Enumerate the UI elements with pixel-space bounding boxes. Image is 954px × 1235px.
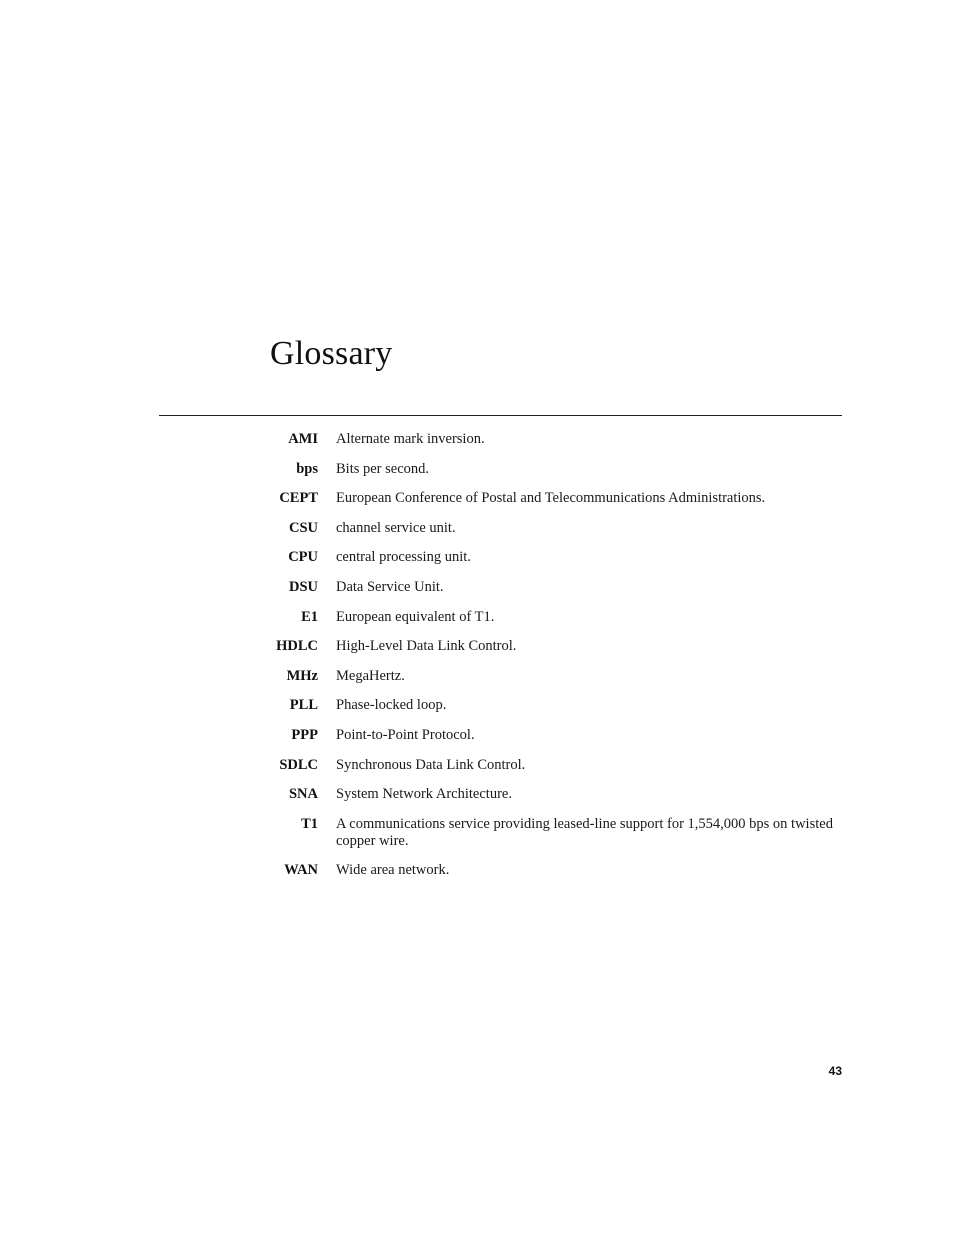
glossary-definition: Phase-locked loop. — [336, 697, 447, 714]
glossary-definition: Wide area network. — [336, 862, 450, 879]
glossary-entry — [159, 461, 842, 491]
glossary-entry — [159, 668, 842, 698]
glossary-term: CSU — [288, 519, 318, 536]
glossary-term: PLL — [289, 697, 318, 714]
glossary-entry — [159, 520, 842, 550]
glossary-entry — [159, 862, 842, 892]
glossary-entry — [159, 757, 842, 787]
glossary-term: PPP — [291, 726, 318, 743]
glossary-entry — [159, 609, 842, 639]
glossary-term: SNA — [288, 786, 318, 803]
glossary-entry — [159, 697, 842, 727]
glossary-term: E1 — [301, 608, 318, 625]
glossary-term: CEPT — [279, 490, 318, 507]
glossary-term: MHz — [286, 667, 318, 684]
glossary-entry — [159, 727, 842, 757]
glossary-term: HDLC — [276, 638, 318, 655]
glossary-entry — [159, 549, 842, 579]
glossary-definition: central processing unit. — [336, 549, 471, 566]
page-title: Glossary — [270, 335, 393, 372]
glossary-definition: A communications service providing leased-line support for 1,554,000 bps on twisted copper wire. — [336, 815, 833, 849]
glossary-entry — [159, 638, 842, 668]
glossary-definition: European equivalent of T1. — [336, 608, 495, 625]
glossary-term: DSU — [288, 578, 318, 595]
glossary-term: T1 — [301, 815, 318, 832]
glossary-entry — [159, 786, 842, 816]
glossary-term: CPU — [288, 549, 318, 566]
glossary-definition: Data Service Unit. — [336, 578, 444, 595]
glossary-definition: European Conference of Postal and Telecommunications Administrations. — [336, 490, 766, 507]
glossary-definition: Point-to-Point Protocol. — [336, 726, 475, 743]
glossary-definition: System Network Architecture. — [336, 786, 512, 803]
glossary-definition: High-Level Data Link Control. — [336, 638, 517, 655]
glossary-list — [159, 431, 842, 892]
glossary-entry — [159, 579, 842, 609]
glossary-definition: Bits per second. — [336, 460, 430, 477]
title-divider — [159, 415, 842, 416]
glossary-term: WAN — [284, 862, 318, 879]
page-number: 43 — [828, 1064, 842, 1078]
glossary-definition: Synchronous Data Link Control. — [336, 756, 526, 773]
glossary-entry — [159, 431, 842, 461]
glossary-entry — [159, 490, 842, 520]
glossary-term: AMI — [288, 431, 318, 447]
glossary-definition: Alternate mark inversion. — [336, 431, 485, 447]
glossary-term: bps — [296, 460, 318, 477]
glossary-entry — [159, 816, 842, 863]
glossary-term: SDLC — [279, 756, 318, 773]
glossary-definition: MegaHertz. — [336, 667, 405, 684]
glossary-definition: channel service unit. — [336, 519, 456, 536]
